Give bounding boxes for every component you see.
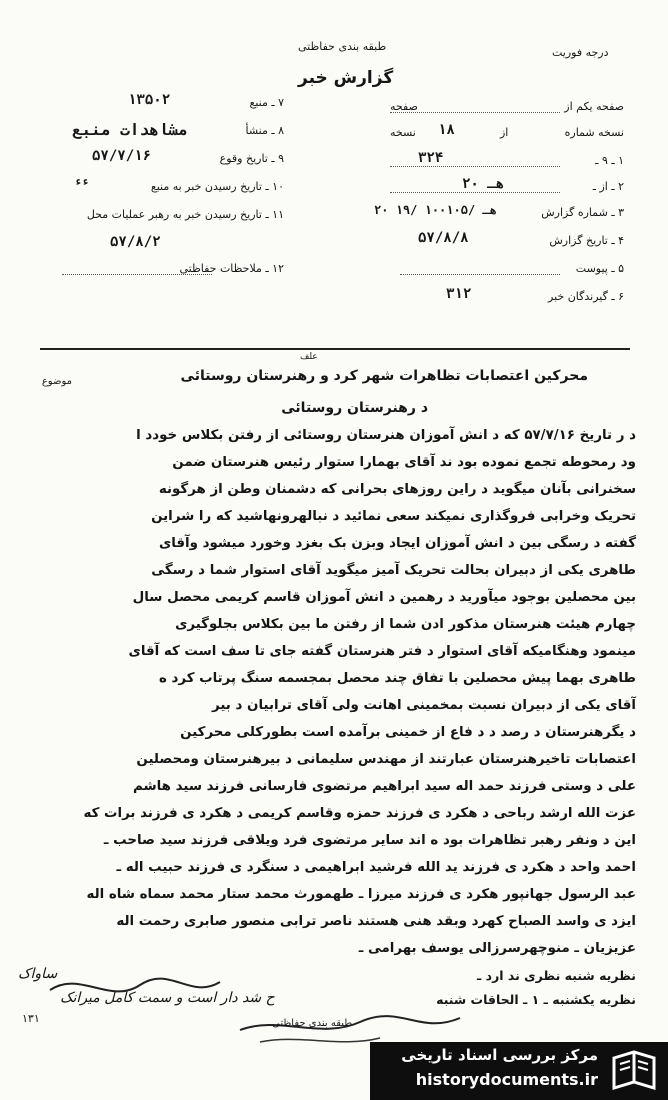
report-title: گزارش خبر [298,68,394,88]
body-line: اعتصابات تاخیرهنرستان عبارتند از مهندس سلیمانی د بیرهنرستان ومحصلین [136,752,636,767]
closing-line-1: نظریه شنبه نظری ند ارد ـ [477,968,636,983]
field-received-leader-value: ۵۷/۸/۲ [110,234,161,250]
body-line: طاهری یکی از دبیران بحالت تحریک آمیز میگوید آقای استوار شما د رسگی [151,563,636,578]
body-line: بین محصلین بوجود میآورید د رهمین د انش آموزان قاسم کریمی محصل سال [132,590,636,605]
field-page-suffix: صفحه [390,100,418,113]
body-line: تحریک وخرابی فروگذاری نمیکند سعی نمائید د نبالهرونهاشید که را شراین [151,509,636,524]
field-copy-suffix: نسخه [390,126,416,139]
subject-extra: علف [300,352,318,362]
body-line: آقای یکی از دبیران نسبت بمخمینی اهانت ولی آقای ترابیان د بیر [212,698,636,713]
urgency-label: درجه فوریت [552,46,609,59]
footer-number: ۱۳۱ [22,1012,40,1025]
field-origin-value: مشاهدات منبع [72,120,188,139]
body-line: عبد الرسول جهانپور هکرد ی فرزند میرزا ـ طهمورث محمد ستار محمد سماه شاه اله [86,887,636,902]
closing-line-2: نظریه یکشنبه ـ ۱ ـ الحاقات شنبه [436,992,636,1007]
field-received-source-value: ءء [74,174,89,188]
handwritten-note-long: ح شد دار است و سمت کامل میرانک [60,990,275,1006]
body-line: ایزد ی واسد الصباح کهرد وبقد هنی هستند ناصر ترابی منصور صابری رحمت اله [116,914,636,929]
field-1-value: ۳۲۴ [418,150,444,166]
field-occurrence-value: ۵۷/۷/۱۶ [92,148,152,164]
body-line: د ر تاریخ ۵۷/۷/۱۶ که د انش آموزان هنرستان روستائی از رفتن بکلاس خودد ا [136,428,636,443]
field-report-number-value: ۲۰ هـ /۱۰۰۱۰۵ /۱۹ [374,203,497,217]
logo-title: مرکز بررسی اسناد تاریخی [401,1046,598,1064]
body-line: ود رمحوطه تجمع نموده بود ند آقای بهمارا ستوار رئیس هنرستان ضمن [172,455,636,470]
field-copy-value: ۱۸ [438,122,455,138]
field-received-leader-label: ۱۱ ـ تاریخ رسیدن خبر به رهبر عملیات محل [86,208,284,221]
field-page-label: صفحه یکم از [564,100,624,113]
field-copy-middle: از [500,126,509,139]
field-origin-label: ۸ ـ منشأ [245,124,284,137]
subject-label: موضوع [41,376,72,387]
field-2-value: ۲۰ هـ [462,176,505,192]
field-report-date-label: ۴ ـ تاریخ گزارش [549,234,624,247]
logo-url: historydocuments.ir [415,1070,598,1089]
field-copy-label: نسخه شماره [564,126,624,139]
field-recipients-label: ۶ ـ گیرندگان خبر [548,290,624,303]
field-occurrence-label: ۹ ـ تاریخ وقوع [219,152,284,165]
body-line: گفته د رسگی بین د انش آموزان ایجاد وبزن بک بغزد وخورد میشود وآقای [158,536,636,551]
subject-text: محرکین اعتصابات تظاهرات شهر کرد و رهنرستان روستائی [180,368,588,384]
section-divider [40,348,630,350]
book-icon [608,1048,660,1094]
body-line: احمد واحد د هکرد ی فرزند ید الله فرشید ابراهیمی د سنگرد ی فرزند حبیب اله ـ [116,860,636,875]
field-recipients-value: ۳۱۲ [446,286,472,302]
field-report-date-value: ۵۷/۸/۸ [418,230,469,246]
field-attachment-label: ۵ ـ پیوست [575,262,624,275]
field-received-source-label: ۱۰ ـ تاریخ رسیدن خبر به منبع [150,180,284,193]
field-security-notes-label-2: ۱۲ ـ ملاحظات حفاظتی [179,262,284,275]
body-line: این د ونفر رهبر تظاهرات بود ه اند سایر مرتضوی فرد ویلاقی فرزند سید صاحب ـ [103,833,636,848]
body-line: عزت الله ارشد رباحی د هکرد ی فرزند حمزه وقاسم کریمی د هکرد ی فرزند برات که [83,806,636,821]
body-line: مینمود وهنگامیکه آقای استوار د فتر هنرستان گفته جای تا سف است که آقای [128,644,636,659]
subject-line2: د رهنرستان روستائی [281,400,428,416]
footer-classification: طبقه بندی حفاظتی [272,1018,353,1029]
handwritten-note: ساواک [18,966,58,982]
field-report-number-label: ۳ ـ شماره گزارش [541,206,624,219]
field-2-label: ۲ ـ از ـ [592,180,624,193]
field-1-label: ۱ ـ ۹ ـ [595,154,624,167]
body-line: طاهری بهما پیش محصلین با تفاق چند محصل بمجسمه سنگ پرتاب کرد ه [158,671,636,686]
field-source-value: ۱۳۵۰۲ [128,92,171,108]
field-source-label: ۷ ـ منبع [249,96,284,109]
body-line: عزیزیان ـ منوچهرسرزالی یوسف بهرامی ـ [358,941,636,956]
body-line: علی د وستی فرزند حمد اله سید ابراهیم مرتضوی فارسانی فرزند سید هاشم [132,779,636,794]
body-line: د یگرهنرستان د رصد د د فاع از خمینی برآمده است بطورکلی محرکین [180,725,636,740]
body-line: چهارم هیئت هنرستان مذکور ادن شما از رفتن ما بین بکلاس بجلوگیری [175,617,636,632]
body-line: سخنرانی بآنان میگوید د راین روزهای بحرانی که دشمنان وطن از هرگونه [158,482,636,497]
watermark-logo-band [370,1042,668,1100]
classification-label: طبقه بندی حفاظتی [298,40,387,53]
handwriting-scribble [20,960,620,1050]
